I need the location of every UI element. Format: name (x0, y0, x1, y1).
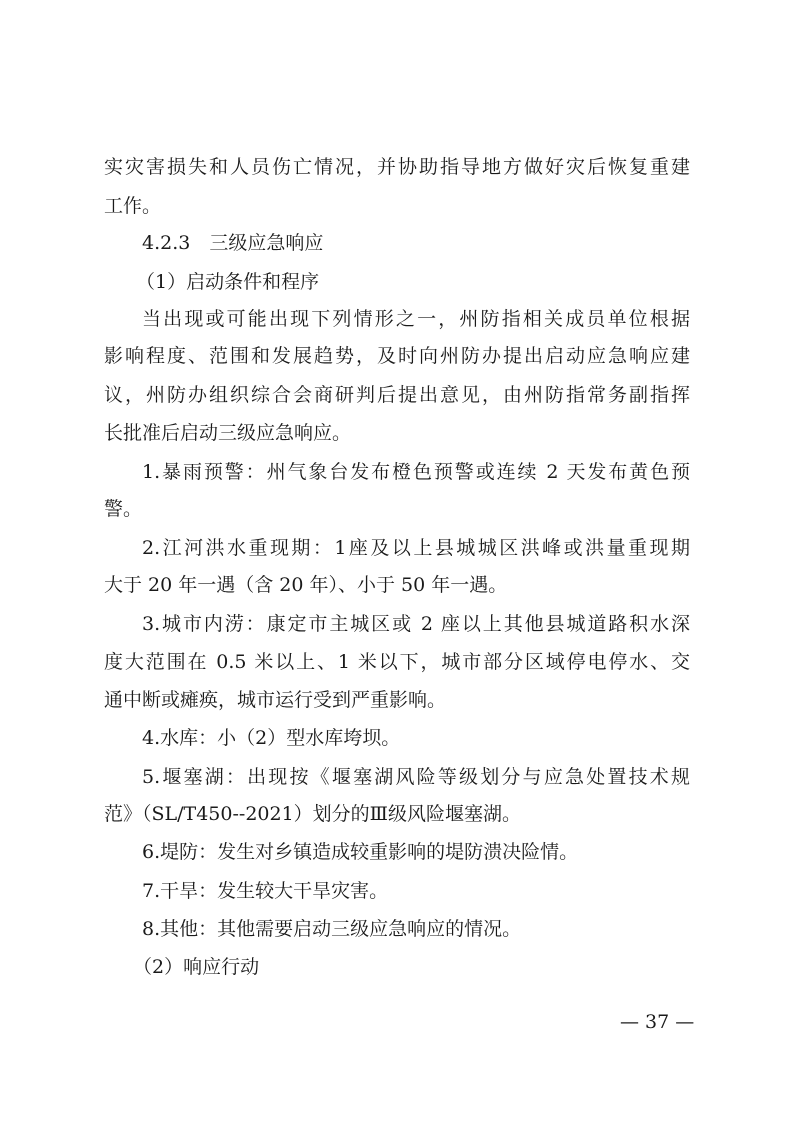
list-item: 1.暴雨预警：州气象台发布橙色预警或连续 2 天发布黄色预 (142, 461, 690, 483)
paragraph-line: 影响程度、范围和发展趋势，及时向州防办提出启动应急响应建 (104, 345, 690, 367)
list-item: 4.水库：小（2）型水库垮坝。 (142, 727, 401, 749)
paragraph-line: 议，州防办组织综合会商研判后提出意见，由州防指常务副指挥 (104, 384, 690, 406)
paragraph-line: 实灾害损失和人员伤亡情况，并协助指导地方做好灾后恢复重建 (104, 156, 690, 178)
paragraph-line: 长批准后启动三级应急响应。 (104, 422, 352, 444)
subsection-heading: （2）响应行动 (133, 956, 260, 978)
list-item: 警。 (104, 498, 143, 520)
list-item: 6.堤防：发生对乡镇造成较重影响的堤防溃决险情。 (142, 841, 579, 863)
list-item: 8.其他：其他需要启动三级应急响应的情况。 (142, 918, 522, 940)
list-item: 5.堰塞湖：出现按《堰塞湖风险等级划分与应急处置技术规 (142, 766, 690, 788)
section-heading: 4.2.3 三级应急响应 (142, 232, 324, 254)
paragraph-line: 当出现或可能出现下列情形之一，州防指相关成员单位根据 (142, 308, 690, 330)
list-item: 大于 20 年一遇（含 20 年）、小于 50 年一遇。 (104, 574, 508, 596)
page-number: — 37 — (620, 1011, 695, 1033)
subsection-heading: （1）启动条件和程序 (136, 271, 320, 293)
list-item: 7.干旱：发生较大干旱灾害。 (142, 880, 389, 902)
paragraph-line: 工作。 (104, 195, 162, 217)
list-item: 通中断或瘫痪，城市运行受到严重影响。 (104, 689, 447, 711)
list-item: 度大范围在 0.5 米以上、1 米以下，城市部分区域停电停水、交 (104, 651, 690, 673)
list-item: 范》（SL/T450--2021）划分的Ⅲ级风险堰塞湖。 (104, 803, 521, 825)
list-item: 3.城市内涝：康定市主城区或 2 座以上其他县城道路积水深 (142, 613, 690, 635)
list-item: 2.江河洪水重现期：1座及以上县城城区洪峰或洪量重现期 (142, 537, 690, 559)
